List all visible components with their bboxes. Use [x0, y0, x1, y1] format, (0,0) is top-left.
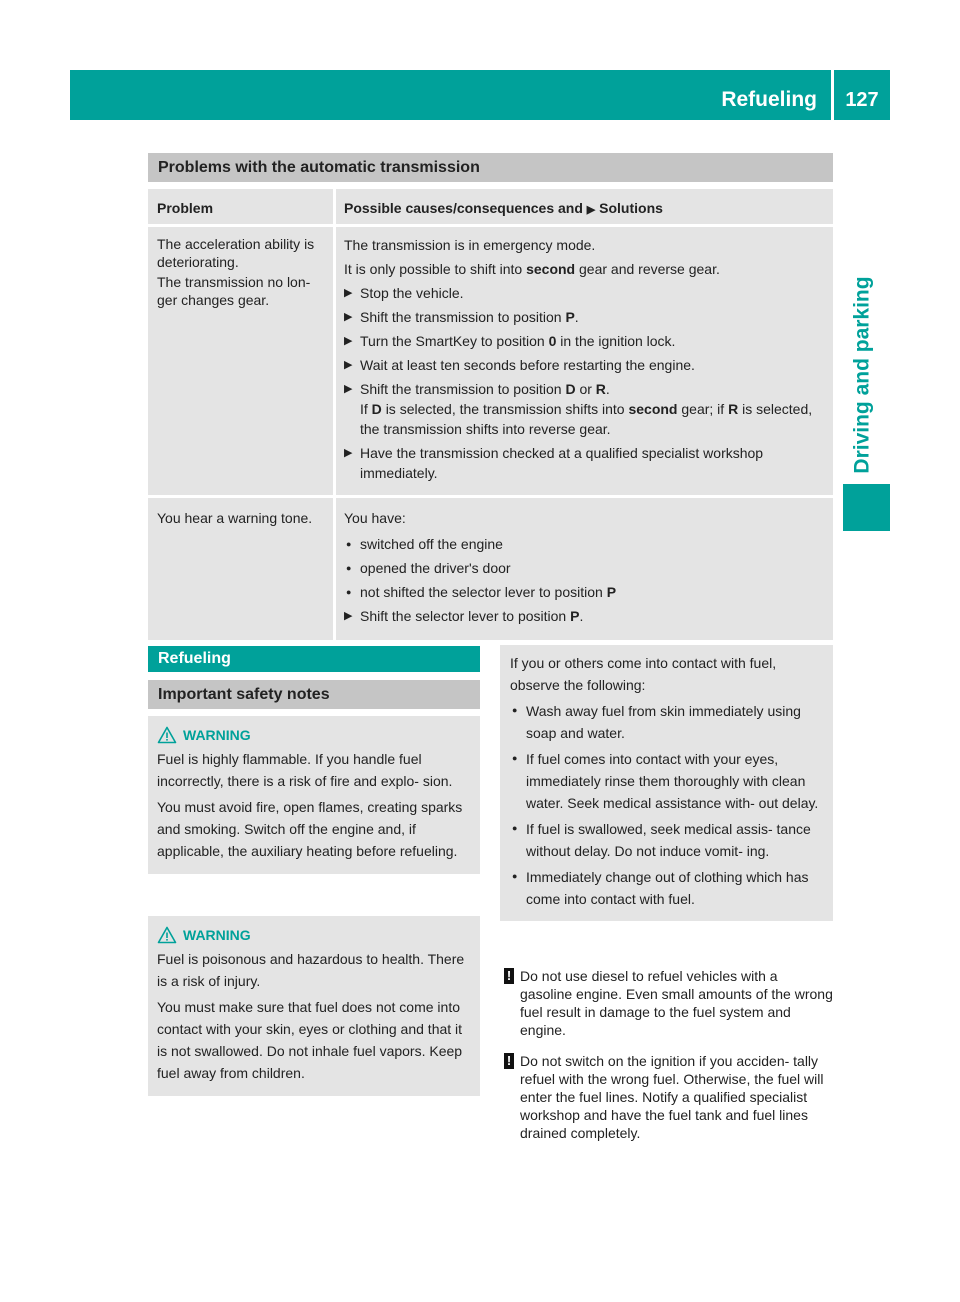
warning-triangle-icon	[157, 726, 177, 744]
step-item: ▶ Wait at least ten seconds before restarting the engine.	[344, 355, 825, 375]
warning-box	[148, 716, 480, 874]
warning-heading	[157, 924, 472, 946]
solution-cell	[336, 498, 833, 640]
problem-text: The acceleration ability is deteriorating.	[157, 236, 315, 270]
warning-label: WARNING	[183, 727, 251, 743]
step-item: ▶ Shift the transmission to position D or R. If D is selected, the transmission shifts into second gear; if R is selected, the transmission shifts into reverse gear.	[344, 379, 825, 439]
cause-text: The transmission is in emergency mode.	[344, 237, 596, 253]
bullet-item: ● switched off the engine	[344, 534, 825, 554]
notice-icon: !	[504, 1053, 514, 1069]
warning-text: You must make sure that fuel does not come into contact with your skin, eyes or clothing and that it is not swallowed. Do not inhale fuel vapors. Keep fuel away from children.	[157, 999, 463, 1081]
safety-notes-title: Important safety notes	[148, 680, 480, 709]
warning-heading	[157, 724, 472, 746]
warning-text: You must avoid fire, open flames, creating sparks and smoking. Switch off the engine and, if applicable, the auxiliary heating before refueling.	[157, 799, 463, 859]
cause-text: It is only possible to shift into second gear and reverse gear.	[344, 261, 720, 277]
header-problem: Problem	[148, 189, 333, 224]
warning-triangle-icon	[157, 926, 177, 944]
header-solutions	[336, 189, 833, 224]
problem-text: The transmission no lon- ger changes gear.	[157, 274, 311, 308]
problem-cell	[148, 227, 333, 495]
notice-note	[500, 1052, 833, 1142]
page-number: 127	[845, 89, 879, 111]
bullet-item: ● Immediately change out of clothing which has come into contact with fuel.	[510, 866, 825, 910]
step-item: ▶ Turn the SmartKey to position 0 in the ignition lock.	[344, 331, 825, 351]
notice-icon: !	[504, 968, 514, 984]
bullet-item: ● Wash away fuel from skin immediately using soap and water.	[510, 700, 825, 744]
notice-text: Do not use diesel to refuel vehicles with a gasoline engine. Even small amounts of the wrong fuel result in damage to the fuel system and engine.	[520, 968, 833, 1038]
contact-intro: If you or others come into contact with fuel, observe the following:	[510, 655, 777, 693]
step-item: ▶ Shift the selector lever to position P.	[344, 606, 825, 626]
problem-cell	[148, 498, 333, 640]
step-arrow-icon: ▶	[586, 204, 596, 216]
solution-cell	[336, 227, 833, 495]
step-item: ▶ Stop the vehicle.	[344, 283, 825, 303]
bullet-item: ● not shifted the selector lever to position P	[344, 582, 825, 602]
side-tab	[843, 255, 883, 495]
problem-text: You hear a warning tone.	[157, 510, 313, 526]
transmission-table	[148, 189, 833, 643]
fuel-contact-box	[500, 645, 833, 921]
notice-text: Do not switch on the ignition if you acciden- tally refuel with the wrong fuel. Otherwise, the fuel will enter the fuel lines. Notify a qualified specialist workshop and have the fuel tank and fuel lines drained completely.	[520, 1053, 824, 1141]
warning-text: Fuel is poisonous and hazardous to health. There is a risk of injury.	[157, 951, 465, 989]
bullet-item: ● If fuel is swallowed, seek medical assis- tance without delay. Do not induce vomit- ing.	[510, 818, 825, 862]
bullet-item: ● If fuel comes into contact with your eyes, immediately rinse them thoroughly with clean water. Seek medical assistance with- out delay.	[510, 748, 825, 814]
notice-note	[500, 967, 833, 1039]
transmission-section-title: Problems with the automatic transmission	[148, 153, 833, 182]
header-title: Refueling	[721, 88, 817, 111]
header-solutions-text: Possible causes/consequences and	[344, 200, 583, 216]
table-row	[148, 498, 833, 640]
side-tab-marker	[843, 484, 890, 531]
refueling-section-title: Refueling	[148, 646, 480, 672]
step-item: ▶ Have the transmission checked at a qualified specialist workshop immediately.	[344, 443, 825, 483]
step-item: ▶ Shift the transmission to position P.	[344, 307, 825, 327]
warning-box	[148, 916, 480, 1096]
header-solutions-text-2: Solutions	[599, 200, 663, 216]
warning-text: Fuel is highly flammable. If you handle fuel incorrectly, there is a risk of fire and explo- sion.	[157, 751, 453, 789]
cause-text: You have:	[344, 510, 406, 526]
warning-label: WARNING	[183, 927, 251, 943]
table-row	[148, 227, 833, 495]
bullet-item: ● opened the driver's door	[344, 558, 825, 578]
table-header-row	[148, 189, 833, 224]
side-tab-label: Driving and parking	[851, 276, 875, 474]
